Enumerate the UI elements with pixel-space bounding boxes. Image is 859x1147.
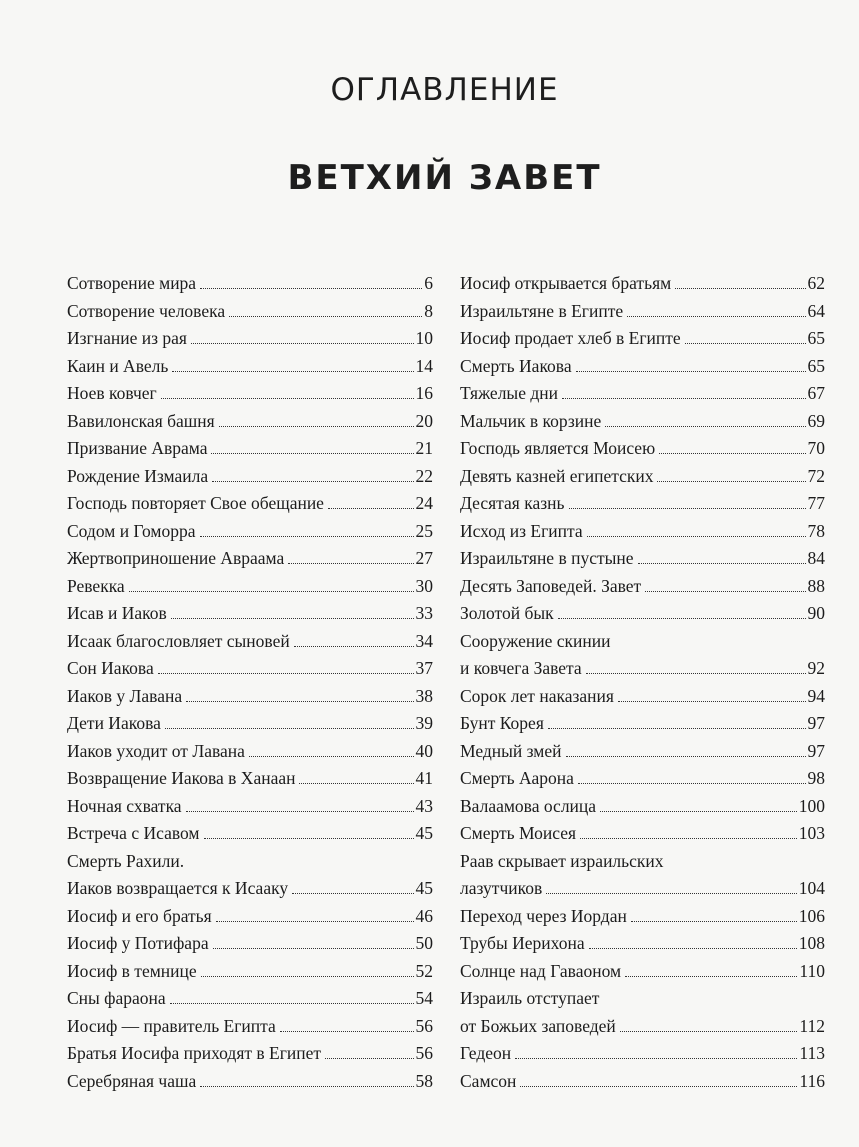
toc-entry[interactable] [460,793,825,821]
toc-entry-title: Переход через Иордан [460,905,627,926]
toc-entry[interactable] [67,958,433,986]
toc-entry-page: 112 [799,1015,825,1036]
toc-entry[interactable] [460,600,825,628]
toc-entry[interactable] [67,655,433,683]
toc-entry-page: 77 [807,493,825,513]
toc-entry-title: Сотворение человека [67,300,226,321]
toc-entry-title: Десять Заповедей. Завет [460,575,642,596]
toc-entry-page: 72 [807,465,825,486]
toc-entry-title: Жертвоприношение Авраама [67,548,285,568]
dot-leader [299,783,413,784]
dot-leader [161,398,414,399]
toc-entry[interactable] [460,628,825,656]
toc-entry-page: 84 [807,548,825,568]
toc-entry-page: 100 [798,795,825,816]
toc-entry[interactable] [460,408,825,436]
toc-entry[interactable] [460,353,825,381]
toc-entry-title: Иаков уходит от Лавана [67,740,245,761]
toc-entry-title: Десятая казнь [460,493,565,513]
toc-entry-title: Валаамова ослица [460,795,597,816]
toc-entry-title: Сон Иакова [67,658,154,678]
toc-entry[interactable] [460,1040,825,1068]
toc-entry-title: Золотой бык [460,603,554,623]
toc-entry-page: 16 [415,383,433,403]
dot-leader [171,618,414,619]
toc-entry-title: Господь повторяет Свое обещание [67,493,324,513]
toc-entry[interactable] [460,738,825,766]
toc-entry[interactable] [460,490,825,518]
toc-entry-page: 104 [798,878,825,898]
dot-leader [200,1086,413,1087]
toc-entry-title: Возвращение Иакова в Ханаан [67,768,296,788]
toc-entry-title: Самсон [460,1070,517,1091]
toc-entry[interactable] [67,408,433,436]
toc-entry-title: Встреча с Исавом [67,823,200,843]
toc-entry-title: Иосиф у Потифара [67,933,209,953]
toc-entry-page: 27 [415,548,433,568]
toc-entry-page: 45 [415,823,433,843]
toc-entry[interactable] [460,518,825,546]
toc-entry[interactable] [460,380,825,408]
toc-entry-page: 65 [807,328,825,348]
toc-entry-page: 88 [807,575,825,596]
toc-entry-title: Господь является Моисею [460,438,656,458]
dot-leader [685,343,806,344]
toc-entry-title: Дети Иакова [67,713,161,733]
toc-entry[interactable] [460,930,825,958]
dot-leader [229,316,422,317]
toc-entry-title: Ноев ковчег [67,383,157,403]
toc-entry[interactable] [67,683,433,711]
toc-entry[interactable] [460,958,825,986]
toc-entry-title: Сотворение мира [67,273,197,293]
dot-leader [249,756,414,757]
dot-leader [294,646,414,647]
dot-leader [645,591,805,592]
toc-entry[interactable] [67,793,433,821]
toc-entry-title: Мальчик в корзине [460,410,602,431]
toc-entry-page: 20 [415,410,433,431]
toc-entry-title: Иосиф и его братья [67,905,212,926]
toc-entry-title: Раав скрывает израильских [460,850,664,871]
toc-entry[interactable] [67,875,433,903]
dot-leader [212,481,413,482]
toc-entry[interactable] [67,325,433,353]
toc-entry-page: 21 [415,438,433,458]
toc-entry-title: Иосиф в темнице [67,960,197,981]
dot-leader [546,893,797,894]
toc-entry[interactable] [67,848,433,876]
toc-entry-title: Израильтяне в Египте [460,300,624,321]
dot-leader [325,1058,413,1059]
toc-entry[interactable] [460,655,825,683]
section-title: ВЕТХИЙ ЗАВЕТ [287,158,602,198]
toc-entry-page: 97 [807,713,825,733]
page-title: ОГЛАВЛЕНИЕ [330,72,559,108]
toc-entry-page: 70 [807,438,825,458]
toc-entry-page: 90 [807,603,825,623]
dot-leader [548,728,806,729]
toc-entry[interactable] [67,930,433,958]
toc-entry[interactable] [67,380,433,408]
toc-entry[interactable] [67,1013,433,1041]
toc-entry-page: 94 [807,685,825,706]
toc-entry-page: 38 [415,685,433,706]
dot-leader [129,591,414,592]
dot-leader [200,288,422,289]
toc-entry-page: 97 [807,740,825,761]
toc-entry[interactable] [460,875,825,903]
toc-entry-title: Изгнание из рая [67,328,187,348]
toc-entry[interactable] [67,1068,433,1096]
dot-leader [515,1058,797,1059]
dot-leader [186,811,414,812]
toc-entry-title: Вавилонская башня [67,410,215,431]
dot-leader [600,811,797,812]
toc-entry-page: 30 [415,575,433,596]
dot-leader [558,618,806,619]
dot-leader [211,453,413,454]
toc-entry[interactable] [67,490,433,518]
toc-entry[interactable] [67,435,433,463]
toc-entry-title: Смерть Аарона [460,768,574,788]
toc-entry-title: Израиль отступает [460,988,600,1008]
toc-entry[interactable] [460,848,825,876]
toc-entry-title: Иаков возвращается к Исааку [67,878,289,898]
toc-entry-page: 113 [799,1043,825,1063]
toc-entry-page: 108 [798,933,825,953]
toc-entry-page: 34 [415,630,433,651]
dot-leader [191,343,414,344]
toc-entry-page: 92 [807,658,825,678]
toc-entry[interactable] [460,435,825,463]
toc-entry-page: 37 [415,658,433,678]
dot-leader [587,536,806,537]
toc-column-right [460,270,825,1095]
dot-leader [562,398,806,399]
toc-entry[interactable] [67,628,433,656]
dot-leader [618,701,806,702]
toc-entry[interactable] [460,270,825,298]
toc-entry-page: 110 [799,960,825,981]
dot-leader [292,893,413,894]
toc-entry-title: Гедеон [460,1043,512,1063]
toc-entry[interactable] [460,820,825,848]
toc-entry[interactable] [460,683,825,711]
toc-entry-title: Иаков у Лавана [67,685,183,706]
toc-entry[interactable] [460,573,825,601]
toc-entry[interactable] [67,518,433,546]
dot-leader [288,563,413,564]
toc-entry[interactable] [67,298,433,326]
toc-entry-page: 78 [807,520,825,541]
dot-leader [158,673,414,674]
toc-entry-page: 43 [415,795,433,816]
toc-entry[interactable] [460,765,825,793]
toc-entry-page: 40 [415,740,433,761]
toc-entry-title: Израильтяне в пустыне [460,548,634,568]
dot-leader [213,948,414,949]
toc-entry[interactable] [67,353,433,381]
toc-entry[interactable] [460,545,825,573]
toc-entry-title: Содом и Гоморра [67,520,196,541]
toc-entry[interactable] [460,325,825,353]
toc-entry-page: 54 [415,988,433,1008]
dot-leader [631,921,797,922]
toc-entry-title: лазутчиков [460,878,543,898]
toc-entry-page: 6 [424,273,433,293]
toc-entry-page: 64 [807,300,825,321]
toc-entry-page: 41 [415,768,433,788]
toc-entry-page: 62 [807,273,825,293]
dot-leader [627,316,805,317]
dot-leader [580,838,797,839]
toc-entry-page: 24 [415,493,433,513]
dot-leader [586,673,806,674]
dot-leader [172,371,413,372]
toc-entry[interactable] [67,545,433,573]
toc-entry[interactable] [460,710,825,738]
toc-entry-page: 33 [415,603,433,623]
toc-entry-title: Смерть Иакова [460,355,572,376]
toc-entry-title: Призвание Аврама [67,438,208,458]
dot-leader [638,563,806,564]
toc-entry-page: 10 [415,328,433,348]
toc-entry-page: 69 [807,410,825,431]
dot-leader [625,976,797,977]
toc-entry[interactable] [67,985,433,1013]
toc-entry-page: 46 [415,905,433,926]
dot-leader [657,481,805,482]
toc-entry[interactable] [67,820,433,848]
dot-leader [578,783,806,784]
dot-leader [204,838,414,839]
toc-entry-page: 25 [415,520,433,541]
toc-entry[interactable] [460,298,825,326]
toc-entry[interactable] [460,985,825,1013]
toc-entry-page: 50 [415,933,433,953]
toc-entry-page: 67 [807,383,825,403]
toc-entry[interactable] [67,600,433,628]
toc-entry-title: Братья Иосифа приходят в Египет [67,1043,322,1063]
toc-entry-title: Трубы Иерихона [460,933,585,953]
toc-entry-title: Ревекка [67,575,125,596]
toc-entry-page: 8 [424,300,433,321]
toc-entry-title: Смерть Моисея [460,823,577,843]
toc-entry-title: Рождение Измаила [67,465,209,486]
toc-entry-page: 116 [799,1070,825,1091]
dot-leader [659,453,805,454]
toc-entry-page: 22 [415,465,433,486]
toc-entry[interactable] [460,1013,825,1041]
toc-entry[interactable] [67,573,433,601]
toc-entry-page: 106 [798,905,825,926]
dot-leader [201,976,414,977]
toc-entry-title: Исход из Египта [460,520,583,541]
dot-leader [576,371,806,372]
dot-leader [589,948,797,949]
dot-leader [165,728,414,729]
toc-entry-page: 103 [798,823,825,843]
toc-entry-title: Иосиф — правитель Египта [67,1015,276,1036]
toc-entry[interactable] [460,903,825,931]
toc-entry-title: Тяжелые дни [460,383,558,403]
dot-leader [520,1086,797,1087]
toc-entry-title: Медный змей [460,740,562,761]
toc-entry[interactable] [67,270,433,298]
toc-entry-page: 45 [415,878,433,898]
toc-entry-title: Иосиф продает хлеб в Египте [460,328,681,348]
toc-entry-title: Каин и Авель [67,355,169,376]
dot-leader [569,508,806,509]
toc-column-left [67,270,433,1095]
toc-entry-page: 52 [415,960,433,981]
toc-entry-title: Сорок лет наказания [460,685,614,706]
toc-entry[interactable] [460,463,825,491]
toc-entry[interactable] [67,738,433,766]
toc-entry-title: Смерть Рахили. [67,850,185,871]
toc-entry[interactable] [67,1040,433,1068]
toc-entry-page: 58 [415,1070,433,1091]
toc-entry-page: 14 [415,355,433,376]
dot-leader [328,508,414,509]
dot-leader [620,1031,798,1032]
toc-entry-page: 56 [415,1043,433,1063]
toc-entry-title: Сны фараона [67,988,166,1008]
toc-entry-title: и ковчега Завета [460,658,582,678]
toc-entry-page: 56 [415,1015,433,1036]
toc-entry-title: Солнце над Гаваоном [460,960,622,981]
dot-leader [605,426,805,427]
toc-entry[interactable] [67,903,433,931]
dot-leader [566,756,806,757]
toc-entry-title: Девять казней египетских [460,465,654,486]
dot-leader [280,1031,414,1032]
dot-leader [170,1003,414,1004]
toc-entry-page: 65 [807,355,825,376]
toc-entry[interactable] [67,710,433,738]
dot-leader [200,536,414,537]
toc-entry-page: 39 [415,713,433,733]
dot-leader [219,426,414,427]
toc-entry[interactable] [67,765,433,793]
toc-entry-title: Ночная схватка [67,795,182,816]
dot-leader [216,921,414,922]
toc-entry[interactable] [460,1068,825,1096]
toc-entry-title: Исав и Иаков [67,603,167,623]
toc-entry-title: Сооружение скинии [460,630,611,651]
toc-entry-page: 98 [807,768,825,788]
toc-entry-title: Бунт Корея [460,713,544,733]
toc-entry-title: Исаак благословляет сыновей [67,630,290,651]
dot-leader [675,288,805,289]
toc-entry[interactable] [67,463,433,491]
toc-entry-title: Серебряная чаша [67,1070,197,1091]
toc-entry-title: Иосиф открывается братьям [460,273,672,293]
toc-entry-title: от Божьих заповедей [460,1015,616,1036]
dot-leader [186,701,413,702]
